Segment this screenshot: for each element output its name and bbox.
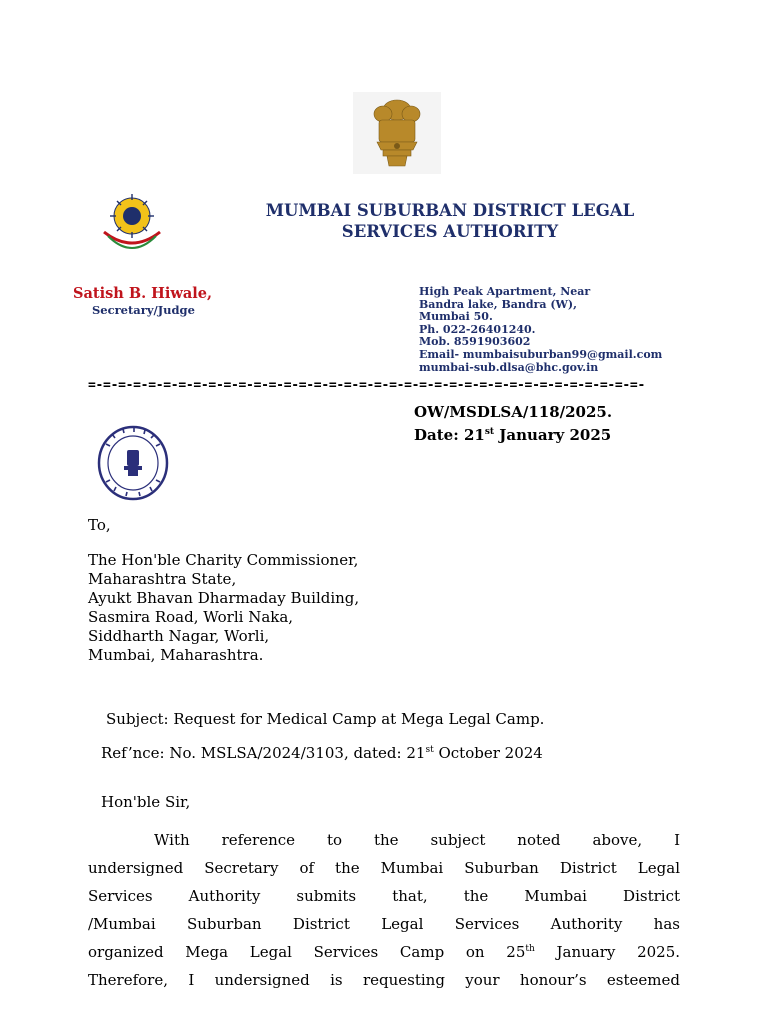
address-line: Ayukt Bhavan Dharmaday Building, [88,589,360,607]
address-line: Siddharth Nagar, Worli, [88,627,270,645]
letter-subject: Subject: Request for Medical Camp at Mega Legal Camp. [106,710,545,728]
address-line: Sasmira Road, Worli Naka, [88,608,294,626]
dlsa-logo-icon [90,180,174,264]
salutation: Hon'ble Sir, [101,793,191,811]
contact-line: High Peak Apartment, Near [419,285,591,298]
address-line: The Hon'ble Charity Commissioner, [88,551,359,569]
contact-email-2: mumbai-sub.dlsa@bhc.gov.in [419,360,599,374]
contact-block [419,286,662,374]
date-sup: st [484,427,495,437]
national-emblem-icon [353,92,441,174]
date-suffix: January 2025 [494,426,612,444]
para5-suffix: January 2025. [534,943,681,961]
contact-email: Email- mumbaisuburban99@gmail.com [419,347,663,361]
letter-date [414,426,611,444]
letter-reference [101,744,543,763]
address-line: Maharashtra State, [88,570,237,588]
paragraph-line: /Mumbai Suburban District Legal Services Authority has [88,915,680,933]
ref-suffix: October 2024 [433,744,543,762]
recipient-to: To, [88,516,111,534]
ref-sup: st [425,745,434,755]
office-seal-stamp [96,424,170,502]
org-title-line1: MUMBAI SUBURBAN DISTRICT LEGAL [265,201,635,220]
paragraph-line: Services Authority submits that, the Mumbai District [88,887,680,905]
body-paragraph [88,826,680,994]
para5-prefix: organized Mega Legal Services Camp on 25 [88,943,526,961]
organization-title [200,200,700,242]
contact-line: Bandra lake, Bandra (W), [419,297,577,311]
contact-phone: Ph. 022-26401240. [419,322,536,336]
org-title-line2: SERVICES AUTHORITY [341,222,559,241]
paragraph-line: undersigned Secretary of the Mumbai Suburban District Legal [88,859,680,877]
date-prefix: Date: 21 [414,426,485,444]
paragraph-line [88,826,680,854]
recipient-address [88,551,359,665]
address-line: Mumbai, Maharashtra. [88,646,264,664]
para5-sup: th [525,944,535,954]
outward-ref-number: OW/MSDLSA/118/2025. [414,403,613,421]
sender-name: Satish B. Hiwale, [73,285,213,302]
header-divider: =-=-=-=-=-=-=-=-=-=-=-=-=-=-=-=-=-=-=-=-=-=-=-=-=-=-=-=-=-=-=-=-=-=-=-=-=- [88,378,645,393]
contact-line: Mumbai 50. [419,310,493,324]
paragraph-line-text: With reference to the subject noted above, I [154,831,680,849]
ref-prefix: Ref’nce: No. MSLSA/2024/3103, dated: 21 [101,744,426,762]
paragraph-line [88,938,680,966]
contact-mobile: Mob. 8591903602 [419,335,531,349]
paragraph-line: Therefore, I undersigned is requesting your honour’s esteemed [88,971,680,989]
sender-role: Secretary/Judge [92,303,195,317]
